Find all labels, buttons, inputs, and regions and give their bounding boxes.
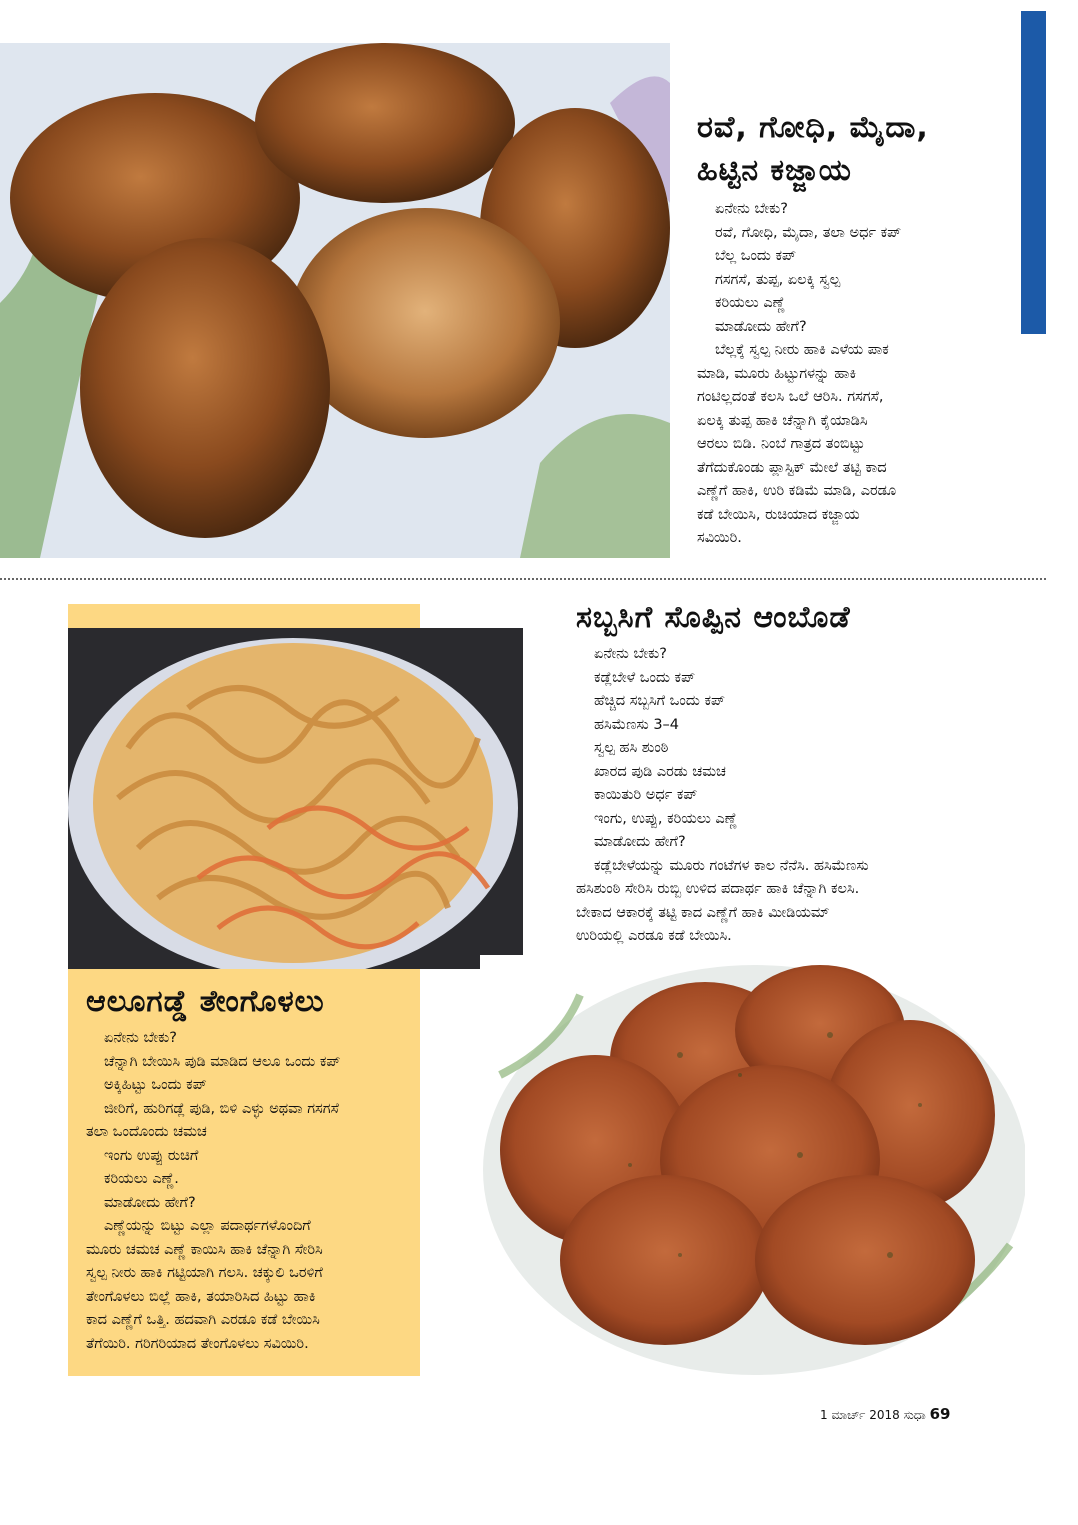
method-line: ತೇಂಗೊಳಲು ಬಿಲ್ಲೆ ಹಾಕಿ, ತಯಾರಿಸಿದ ಹಿಟ್ಟು ಹಾಕಿ [86,1288,316,1305]
method-line: ಕಡೆ ಬೇಯಿಸಿ, ರುಚಿಯಾದ ಕಜ್ಜಾಯ [697,506,860,523]
section-color-tab [1021,11,1046,334]
method-line: ಎಣ್ಣೆಯನ್ನು ಬಿಟ್ಟು ಎಲ್ಲಾ ಪದಾರ್ಥಗಳೊಂದಿಗೆ [104,1218,311,1234]
method-line: ಎಣ್ಣೆಗೆ ಹಾಕಿ, ಉರಿ ಕಡಿಮೆ ಮಾಡಿ, ಎರಡೂ [697,483,897,499]
method-line: ಸ್ವಲ್ಪ ನೀರು ಹಾಕಿ ಗಟ್ಟಿಯಾಗಿ ಗಲಸಿ. ಚಕ್ಕುಲಿ ಒರಳಿಗೆ [86,1265,323,1281]
ingredients-heading: ಏನೇನು ಬೇಕು? [104,1030,177,1046]
method-line: ಬೆಲ್ಲಕ್ಕೆ ಸ್ವಲ್ಪ ನೀರು ಹಾಕಿ ಎಳೆಯ ಪಾಕ [715,342,889,358]
recipe-title: ಸಬ್ಬಸಿಗೆ ಸೊಪ್ಪಿನ ಆಂಬೊಡೆ [576,600,851,635]
ingredient-line: ಕಾಯಿತುರಿ ಅರ್ಧ ಕಪ್ [594,787,698,803]
method-line: ಮಾಡಿ, ಮೂರು ಹಿಟ್ಟುಗಳನ್ನು ಹಾಕಿ [697,365,857,382]
method-line: ಮೂರು ಚಮಚ ಎಣ್ಣೆ ಕಾಯಿಸಿ ಹಾಕಿ ಚೆನ್ನಾಗಿ ಸೇರಿಸಿ [86,1241,323,1258]
ingredient-line: ಅಕ್ಕಿಹಿಟ್ಟು ಒಂದು ಕಪ್ [104,1077,207,1093]
page-footer [820,1405,950,1423]
method-line: ಸವಿಯಿರಿ. [697,530,742,546]
ingredient-line: ಜೀರಿಗೆ, ಹುರಿಗಡ್ಲೆ ಪುಡಿ, ಬಿಳಿ ಎಳ್ಳು ಅಥವಾ ಗಸಗಸೆ [104,1100,339,1117]
recipe-tengolalu [86,980,411,1356]
method-line: ಉರಿಯಲ್ಲಿ ಎರಡೂ ಕಡೆ ಬೇಯಿಸಿ. [576,928,732,944]
ingredient-line: ಇಂಗು, ಉಪ್ಪು, ಕರಿಯಲು ಎಣ್ಣೆ [594,810,738,827]
ingredient-line: ಸ್ವಲ್ಪ ಹಸಿ ಶುಂಠಿ [594,740,669,756]
issue-date: 1 ಮಾರ್ಚ್ 2018 [820,1408,900,1422]
ingredient-line: ಖಾರದ ಪುಡಿ ಎರಡು ಚಮಚ [594,763,726,780]
kajjaya-photo [0,43,670,558]
ingredient-line: ಗಸಗಸೆ, ತುಪ್ಪ, ಏಲಕ್ಕಿ ಸ್ವಲ್ಪ [715,271,841,288]
ingredient-line: ಹೆಚ್ಚಿದ ಸಬ್ಬಸಿಗೆ ಒಂದು ಕಪ್ [594,693,725,709]
method-heading: ಮಾಡೋದು ಹೇಗೆ? [715,318,807,335]
method-heading: ಮಾಡೋದು ಹೇಗೆ? [104,1194,196,1211]
murukku-photo [68,628,523,969]
ambode-photo [480,955,1025,1375]
recipe-ambode [576,596,1016,949]
ingredient-line: ಚೆನ್ನಾಗಿ ಬೇಯಿಸಿ ಪುಡಿ ಮಾಡಿದ ಆಲೂ ಒಂದು ಕಪ್ [104,1053,341,1070]
ingredients-heading: ಏನೇನು ಬೇಕು? [715,201,788,217]
method-line: ಏಲಕ್ಕಿ ತುಪ್ಪ ಹಾಕಿ ಚೆನ್ನಾಗಿ ಕೈಯಾಡಿಸಿ [697,412,868,429]
ingredient-line: ಕರಿಯಲು ಎಣ್ಣೆ. [104,1171,179,1187]
recipe-title-line-1: ರವೆ, ಗೋಧಿ, ಮೈದಾ, [697,110,929,145]
method-line: ಕಡ್ಲೆಬೇಳೆಯನ್ನು ಮೂರು ಗಂಟೆಗಳ ಕಾಲ ನೆನೆಸಿ. ಹಸಿಮೆಣಸು [594,857,869,874]
recipe-kajjaya [697,106,1007,551]
ingredient-line: ಬೆಲ್ಲ ಒಂದು ಕಪ್ [715,248,797,264]
method-line: ತೆಗೆಯಿರಿ. ಗರಿಗರಿಯಾದ ತೇಂಗೊಳಲು ಸವಿಯಿರಿ. [86,1335,309,1352]
method-line: ಬೇಕಾದ ಆಕಾರಕ್ಕೆ ತಟ್ಟಿ ಕಾದ ಎಣ್ಣೆಗೆ ಹಾಕಿ ಮೀಡಿಯಮ್ [576,904,830,921]
method-line: ಆರಲು ಬಿಡಿ. ನಿಂಬೆ ಗಾತ್ರದ ತಂಬಿಟ್ಟು [697,436,865,452]
method-line: ತೆಗೆದುಕೊಂಡು ಪ್ಲಾಸ್ಟಿಕ್ ಮೇಲೆ ತಟ್ಟಿ ಕಾದ [697,459,887,476]
section-divider [0,578,1046,580]
ingredient-line: ರವೆ, ಗೋಧಿ, ಮೈದಾ, ತಲಾ ಅರ್ಧ ಕಪ್ [715,224,902,241]
magazine-name: ಸುಧಾ [903,1408,926,1422]
recipe-title-line-2: ಹಿಟ್ಟಿನ ಕಜ್ಜಾಯ [697,153,852,188]
recipe-title: ಆಲೂಗಡ್ಡೆ ತೇಂಗೊಳಲು [86,984,325,1019]
ingredient-line: ಕಡ್ಲೆಬೇಳೆ ಒಂದು ಕಪ್ [594,669,696,686]
ingredient-line: ಇಂಗು ಉಪ್ಪು ರುಚಿಗೆ [104,1147,199,1164]
ingredients-heading: ಏನೇನು ಬೇಕು? [594,646,667,662]
ingredient-line: ಕರಿಯಲು ಎಣ್ಣೆ [715,295,786,311]
ingredient-line: ಹಸಿಮೆಣಸು 3–4 [594,716,680,733]
ingredient-line: ತಲಾ ಒಂದೊಂದು ಚಮಚ [86,1124,207,1140]
method-line: ಗಂಟಿಲ್ಲದಂತೆ ಕಲಸಿ ಒಲೆ ಆರಿಸಿ. ಗಸಗಸೆ, [697,389,884,405]
page-number: 69 [929,1405,951,1423]
method-line: ಹಸಿಶುಂಠಿ ಸೇರಿಸಿ ರುಬ್ಬಿ ಉಳಿದ ಪದಾರ್ಥ ಹಾಕಿ ಚೆನ್ನಾಗಿ ಕಲಸಿ. [576,881,860,897]
method-line: ಕಾದ ಎಣ್ಣೆಗೆ ಒತ್ತಿ. ಹದವಾಗಿ ಎರಡೂ ಕಡೆ ಬೇಯಿಸಿ [86,1312,320,1328]
method-heading: ಮಾಡೋದು ಹೇಗೆ? [594,834,686,850]
